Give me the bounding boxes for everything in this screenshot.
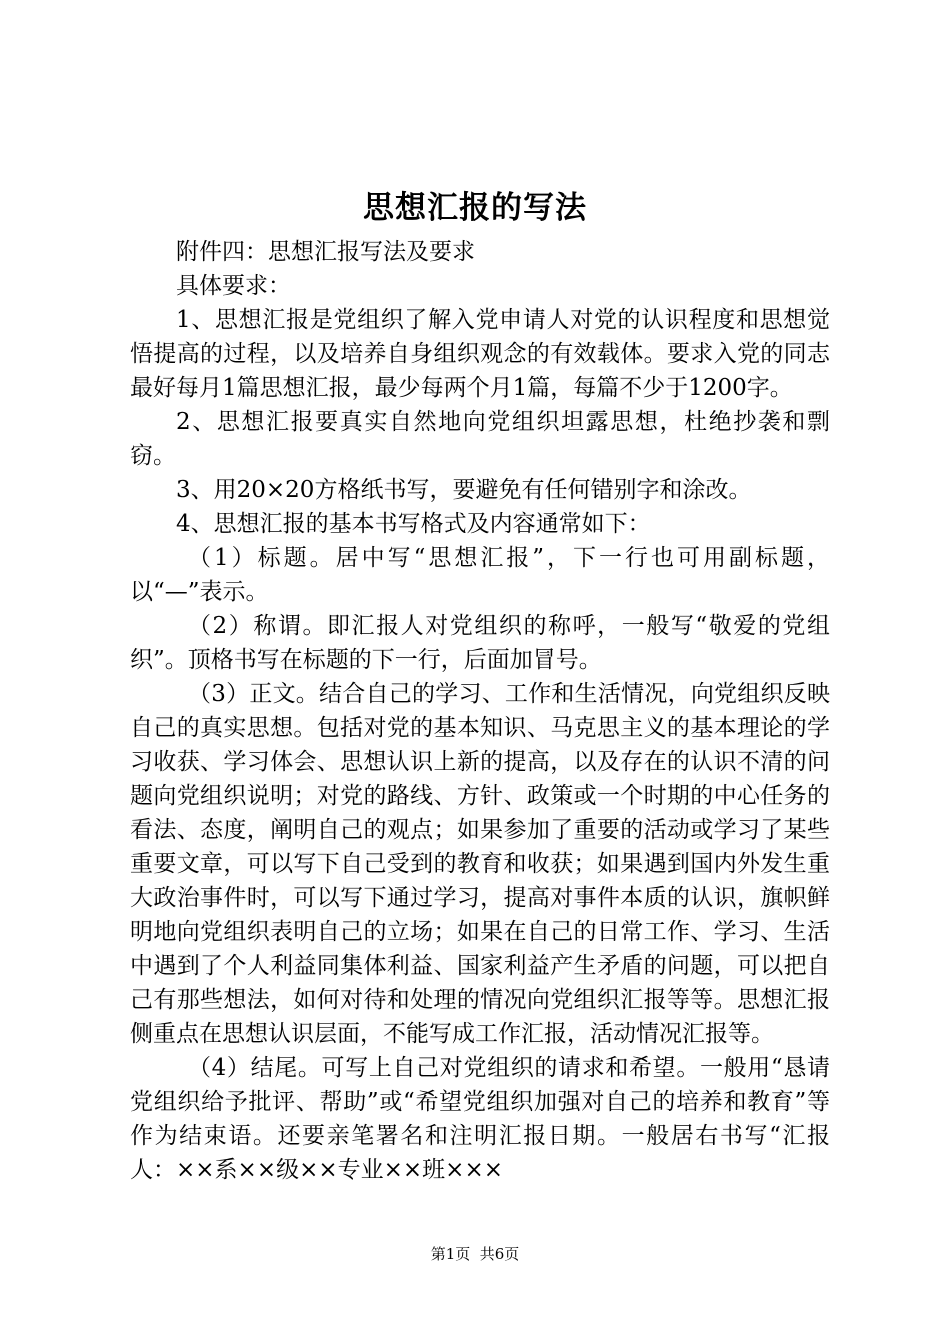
paragraph-format-body: （3）正文。结合自己的学习、工作和生活情况，向党组织反映自己的真实思想。包括对党的基本知识、马克思主义的基本理论的学习收获、学习体会、思想认识上新的提高，以及存在的认识不清的问题向党组织说明；对党的路线、方针、政策或一个时期的中心任务的看法、态度，阐明自己的观点；如果参加了重要的活动或学习了某些重要文章，可以写下自己受到的教育和收获；如果遇到国内外发生重大政治事件时，可以写下通过学习，提高对事件本质的认识，旗帜鲜明地向党组织表明自己的立场；如果在自己的日常工作、学习、生活中遇到了个人利益同集体利益、国家利益产生矛盾的问题，可以把自己有那些想法，如何对待和处理的情况向党组织汇报等等。思想汇报侧重点在思想认识层面，不能写成工作汇报，活动情况汇报等。 bbox=[130, 681, 830, 1047]
page-number-footer: 第1页 共6页 bbox=[430, 1245, 520, 1263]
paragraph-requirement-1: 1、思想汇报是党组织了解入党申请人对党的认识程度和思想觉悟提高的过程，以及培养自身组织观念的有效载体。要求入党的同志最好每月1篇思想汇报，最少每两个月1篇，每篇不少于1200字。 bbox=[130, 307, 830, 401]
paragraph-format-title: （1）标题。居中写“思想汇报”，下一行也可用副标题，以“—”表示。 bbox=[130, 545, 830, 605]
paragraph-requirement-3: 3、用20×20方格纸书写，要避免有任何错别字和涂改。 bbox=[176, 477, 752, 503]
document-body bbox=[130, 235, 830, 1187]
paragraph-format-salutation: （2）称谓。即汇报人对党组织的称呼，一般写“敬爱的党组织”。顶格书写在标题的下一行，后面加冒号。 bbox=[130, 613, 830, 673]
document-title: 思想汇报的写法 bbox=[363, 190, 587, 226]
paragraph-attachment-heading: 附件四：思想汇报写法及要求 bbox=[176, 239, 475, 265]
paragraph-requirement-2: 2、思想汇报要真实自然地向党组织坦露思想，杜绝抄袭和剽窃。 bbox=[130, 409, 830, 469]
paragraph-format-ending: （4）结尾。可写上自己对党组织的请求和希望。一般用“恳请党组织给予批评、帮助”或“希望党组织加强对自己的培养和教育”等作为结束语。还要亲笔署名和注明汇报日期。一般居右书写“汇报人：××系××级××专业××班××× bbox=[130, 1055, 830, 1183]
paragraph-requirement-4: 4、思想汇报的基本书写格式及内容通常如下： bbox=[176, 511, 651, 537]
paragraph-requirements-heading: 具体要求： bbox=[176, 273, 291, 299]
